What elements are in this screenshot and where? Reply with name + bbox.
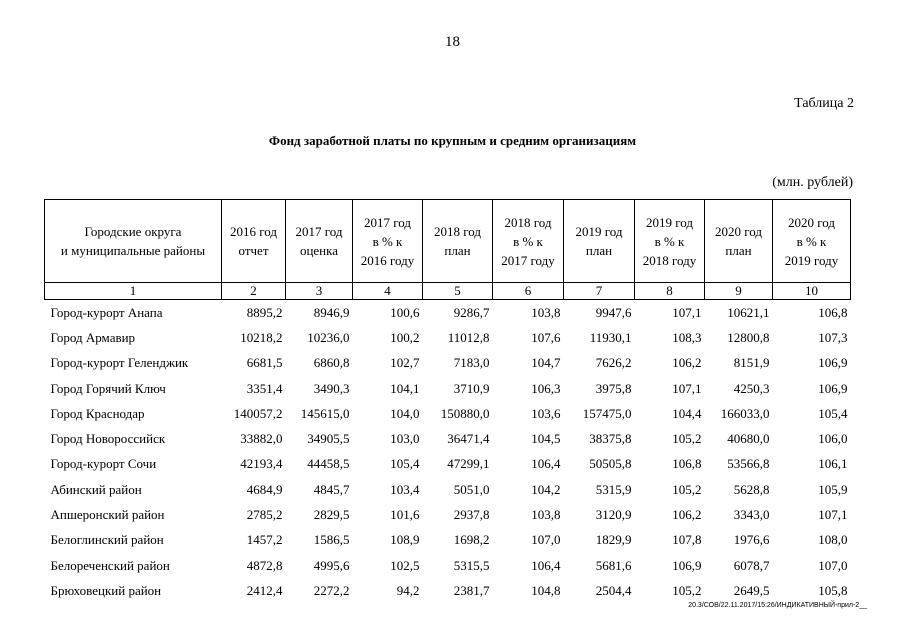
- value-cell: 107,1: [818, 507, 848, 523]
- value-cell: 2504,4: [595, 582, 632, 598]
- value-cell: 4995,6: [313, 557, 350, 573]
- value-cell: 103,4: [390, 481, 420, 497]
- value-cell: 145615,0: [300, 405, 350, 421]
- column-header-line: 2018 год: [434, 224, 481, 239]
- region-name-cell: Город-курорт Геленджик: [50, 355, 189, 371]
- region-name-cell: Брюховецкий район: [50, 582, 162, 598]
- value-cell: 7183,0: [453, 355, 490, 371]
- column-header-5: [423, 200, 493, 283]
- value-cell: 106,4: [531, 456, 561, 472]
- value-cell: 108,0: [818, 532, 848, 548]
- value-cell: 106,0: [818, 431, 848, 447]
- value-cell: 108,3: [672, 329, 702, 345]
- column-header-line: 2017 году: [501, 252, 555, 268]
- header-row: [45, 200, 851, 283]
- value-cell: 3710,9: [453, 380, 490, 396]
- value-cell: 107,0: [531, 532, 561, 548]
- value-cell: 50505,8: [589, 456, 632, 472]
- value-cell: 1586,5: [313, 532, 350, 548]
- value-cell: 140057,2: [233, 405, 283, 421]
- value-cell: 106,2: [672, 355, 702, 371]
- column-header-1: [45, 200, 222, 283]
- value-cell: 4872,8: [246, 557, 283, 573]
- column-header-2: [222, 200, 286, 283]
- value-cell: 6078,7: [733, 557, 770, 573]
- value-cell: 2829,5: [313, 507, 350, 523]
- column-header-line: 2017 год: [295, 224, 343, 239]
- region-name-cell: Город Армавир: [50, 329, 136, 345]
- value-cell: 8946,9: [313, 304, 350, 320]
- value-cell: 106,9: [818, 355, 848, 371]
- value-cell: 53566,8: [727, 456, 770, 472]
- region-name-cell: Город-курорт Анапа: [50, 304, 163, 320]
- table-row: [45, 578, 851, 603]
- value-cell: 106,1: [818, 456, 848, 472]
- value-cell: 106,3: [531, 380, 561, 396]
- value-cell: 103,8: [531, 507, 561, 523]
- table-row: [45, 452, 851, 477]
- column-header-line: оценка: [299, 243, 339, 258]
- value-cell: 2937,8: [453, 507, 490, 523]
- column-number: 1: [45, 283, 222, 300]
- table-body: [45, 300, 851, 604]
- value-cell: 102,5: [390, 557, 420, 573]
- value-cell: 2412,4: [246, 582, 283, 598]
- value-cell: 3351,4: [246, 380, 283, 396]
- value-cell: 104,0: [390, 405, 420, 421]
- value-cell: 107,1: [672, 380, 702, 396]
- column-header-line: 2017 год: [364, 214, 411, 230]
- value-cell: 107,3: [818, 329, 848, 345]
- value-cell: 1457,2: [246, 532, 283, 548]
- column-header-line: 2019 год: [575, 224, 623, 239]
- value-cell: 103,0: [390, 431, 420, 447]
- table-row: [45, 502, 851, 527]
- value-cell: 106,8: [818, 304, 848, 320]
- column-header-line: план: [585, 243, 613, 258]
- value-cell: 5051,0: [453, 481, 490, 497]
- table-row: [45, 300, 851, 326]
- value-cell: 105,2: [672, 431, 702, 447]
- table-row: [45, 376, 851, 401]
- value-cell: 9947,6: [595, 304, 632, 320]
- value-cell: 4250,3: [733, 380, 770, 396]
- table-row: [45, 401, 851, 426]
- value-cell: 100,2: [390, 329, 420, 345]
- value-cell: 106,2: [672, 507, 702, 523]
- column-header-line: 2018 году: [642, 252, 697, 268]
- column-header-line: 2020 год: [788, 214, 835, 230]
- column-number: 2: [222, 283, 286, 300]
- value-cell: 38375,8: [589, 431, 632, 447]
- value-cell: 5315,5: [453, 557, 490, 573]
- column-header-line: 2019 году: [784, 252, 839, 268]
- value-cell: 5315,9: [595, 481, 632, 497]
- value-cell: 107,1: [672, 304, 702, 320]
- value-cell: 11012,8: [447, 329, 490, 345]
- value-cell: 5681,6: [595, 557, 632, 573]
- column-header-3: [286, 200, 353, 283]
- column-number: 6: [493, 283, 564, 300]
- value-cell: 104,5: [531, 431, 561, 447]
- value-cell: 104,7: [531, 355, 561, 371]
- value-cell: 105,2: [672, 481, 702, 497]
- value-cell: 103,8: [531, 304, 561, 320]
- value-cell: 10621,1: [727, 304, 770, 320]
- value-cell: 105,2: [672, 582, 702, 598]
- column-number: 3: [286, 283, 353, 300]
- value-cell: 2785,2: [246, 507, 283, 523]
- region-name-cell: Абинский район: [50, 481, 142, 497]
- value-cell: 6860,8: [313, 355, 350, 371]
- value-cell: 3120,9: [595, 507, 632, 523]
- column-number: 4: [353, 283, 423, 300]
- value-cell: 2381,7: [453, 582, 490, 598]
- column-number: 10: [773, 283, 851, 300]
- column-header-line: план: [725, 243, 752, 258]
- value-cell: 105,9: [818, 481, 848, 497]
- value-cell: 9286,7: [453, 304, 490, 320]
- value-cell: 12800,8: [727, 329, 770, 345]
- table-label: Таблица 2: [794, 96, 854, 111]
- value-cell: 107,0: [818, 557, 848, 573]
- page-number: 18: [445, 34, 460, 50]
- value-cell: 106,4: [531, 557, 561, 573]
- value-cell: 33882,0: [240, 431, 283, 447]
- column-header-4: [353, 200, 423, 283]
- column-header-8: [635, 200, 705, 283]
- value-cell: 7626,2: [595, 355, 632, 371]
- value-cell: 8151,9: [733, 355, 770, 371]
- value-cell: 104,8: [531, 582, 561, 598]
- value-cell: 10236,0: [307, 329, 350, 345]
- units-note: (млн. рублей): [772, 175, 853, 190]
- value-cell: 103,6: [531, 405, 561, 421]
- value-cell: 94,2: [396, 582, 420, 598]
- column-header-line: 2020 год: [715, 224, 762, 239]
- value-cell: 4845,7: [313, 481, 350, 497]
- column-header-10: [773, 200, 851, 283]
- value-cell: 10218,2: [240, 329, 283, 345]
- value-cell: 6681,5: [246, 355, 283, 371]
- value-cell: 4684,9: [246, 481, 283, 497]
- salary-fund-table: [44, 199, 851, 604]
- table-row: [45, 553, 851, 578]
- value-cell: 106,8: [672, 456, 702, 472]
- column-header-line: в % к: [372, 233, 403, 249]
- region-name-cell: Город Новороссийск: [50, 431, 166, 447]
- column-header-9: [705, 200, 773, 283]
- column-header-line: отчет: [238, 243, 269, 258]
- column-number: 5: [423, 283, 493, 300]
- value-cell: 101,6: [390, 507, 420, 523]
- value-cell: 34905,5: [307, 431, 350, 447]
- value-cell: 102,7: [390, 355, 420, 371]
- table-row: [45, 477, 851, 502]
- table-row: [45, 351, 851, 376]
- column-header-7: [564, 200, 635, 283]
- value-cell: 105,4: [818, 405, 848, 421]
- value-cell: 166033,0: [720, 405, 770, 421]
- region-name-cell: Город Краснодар: [50, 405, 145, 421]
- value-cell: 104,4: [672, 405, 702, 421]
- value-cell: 1829,9: [595, 532, 632, 548]
- value-cell: 105,8: [818, 582, 848, 598]
- value-cell: 2272,2: [313, 582, 350, 598]
- value-cell: 2649,5: [733, 582, 770, 598]
- value-cell: 150880,0: [440, 405, 490, 421]
- column-header-line: 2016 год: [230, 224, 277, 239]
- value-cell: 1698,2: [453, 532, 490, 548]
- value-cell: 47299,1: [447, 456, 490, 472]
- column-number: 7: [564, 283, 635, 300]
- value-cell: 3343,0: [733, 507, 770, 523]
- column-header-line: план: [444, 243, 471, 258]
- region-name-cell: Город Горячий Ключ: [50, 380, 166, 396]
- column-header-line: в % к: [654, 233, 685, 249]
- value-cell: 3490,3: [313, 380, 350, 396]
- value-cell: 42193,4: [240, 456, 283, 472]
- value-cell: 106,9: [818, 380, 848, 396]
- region-name-cell: Белореченский район: [50, 557, 170, 573]
- table-row: [45, 426, 851, 451]
- column-header-line: в % к: [513, 233, 543, 249]
- value-cell: 11930,1: [589, 329, 632, 345]
- region-name-cell: Город-курорт Сочи: [50, 456, 157, 472]
- value-cell: 8895,2: [246, 304, 283, 320]
- value-cell: 108,9: [390, 532, 420, 548]
- region-name-cell: Апшеронский район: [50, 507, 165, 523]
- value-cell: 44458,5: [307, 456, 350, 472]
- column-number-row: [45, 283, 851, 300]
- value-cell: 104,1: [390, 380, 420, 396]
- column-header-line: в % к: [796, 233, 827, 249]
- value-cell: 157475,0: [582, 405, 632, 421]
- column-header-line: и муниципальные районы: [60, 243, 206, 258]
- value-cell: 100,6: [390, 304, 420, 320]
- column-header-line: Городские округа: [84, 224, 182, 239]
- column-header-line: 2016 году: [360, 252, 415, 268]
- column-header-line: 2019 год: [646, 214, 693, 230]
- table-title: Фонд заработной платы по крупным и средним организациям: [268, 133, 637, 148]
- column-header-6: [493, 200, 564, 283]
- value-cell: 40680,0: [727, 431, 770, 447]
- value-cell: 107,8: [672, 532, 702, 548]
- column-number: 9: [705, 283, 773, 300]
- value-cell: 104,2: [531, 481, 561, 497]
- value-cell: 36471,4: [447, 431, 490, 447]
- table-row: [45, 528, 851, 553]
- region-name-cell: Белоглинский район: [50, 532, 164, 548]
- value-cell: 5628,8: [733, 481, 770, 497]
- value-cell: 107,6: [531, 329, 561, 345]
- column-header-line: 2018 год: [504, 214, 552, 230]
- value-cell: 105,4: [390, 456, 420, 472]
- table-row: [45, 325, 851, 350]
- footer-reference: 20.3/СОВ/22.11.2017/15:26/ИНДИКАТИВНЫЙ-прил-2__: [688, 602, 867, 609]
- value-cell: 3975,8: [595, 380, 632, 396]
- value-cell: 106,9: [672, 557, 702, 573]
- column-number: 8: [635, 283, 705, 300]
- value-cell: 1976,6: [733, 532, 770, 548]
